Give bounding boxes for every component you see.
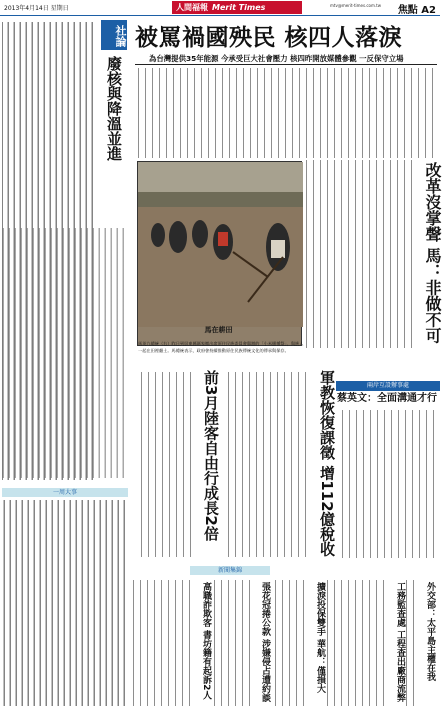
news-text-3 [270, 580, 308, 706]
logo-name: 人間福報 [176, 3, 208, 12]
reform-headline: 改革沒掌聲 馬：非做不可 [423, 162, 442, 344]
news-headline-2: 擴淚投保雙手 華航：僅損大 [315, 582, 325, 694]
tsai-story-text [338, 410, 438, 558]
editorial-tag: 社論 [101, 20, 127, 50]
news-text-4 [326, 580, 388, 706]
farming-photo [137, 161, 302, 346]
logo-subtitle: Merit Times [212, 3, 266, 12]
week-events-tag: 一周大事 [2, 488, 128, 497]
right-story-text [306, 160, 416, 348]
news-roundup-tag: 新聞集錦 [190, 566, 270, 575]
news-headline-5: 工務監查處 工程查出廠商流弊 [395, 582, 405, 703]
main-subhead: 為台灣提供35年能源 今承受巨大社會壓力 核四昨開放媒體參觀 一反保守立場 [149, 54, 404, 63]
military-headline: 軍教恢復課徵 增112億稅收 [318, 370, 336, 557]
masthead [0, 0, 440, 16]
news-headline-4: 高職詐欺客 書坊籍有起訴2人 [201, 582, 211, 700]
main-headline: 被罵禍國殃民 核四人落淚 [135, 25, 403, 51]
contact-url: mtv@merit-times.com.tw [330, 3, 382, 8]
news-headline-3: 張花冠捲公款 涉嫌侵占遭約談 [260, 582, 270, 703]
tsai-tag: 兩岸互設辦事處 [336, 381, 440, 391]
newspaper-logo [172, 1, 302, 14]
section-page: 焦點 A2 [397, 5, 436, 16]
tsai-headline: 蔡英文：全面溝通才行 [337, 393, 437, 404]
tourism-story-text [137, 372, 195, 557]
news-text-2 [212, 580, 254, 706]
news-text-1 [130, 580, 194, 706]
photo-caption-title: 馬在耕田 [204, 326, 233, 334]
photo-caption: 馬英九總統（右）昨日到屏東縣瑪家鄉出席原住民族委員會舉辦的「小米播種祭」，與族人一起在田裡翻土。馬總統表示，政府會持續推動原住民族傳統文化的傳承與保存。 [138, 341, 304, 353]
week-events-text [2, 500, 128, 706]
tourism-headline: 前3月陸客自由行成長2倍 [202, 370, 220, 541]
editorial-headline: 廢核與降溫並進 [105, 56, 123, 161]
main-story-text [137, 68, 437, 158]
news-text-5 [406, 580, 418, 706]
editorial-text [2, 228, 127, 478]
military-story-text [222, 372, 310, 557]
headline-rule [135, 64, 437, 65]
news-headline-6: 外交部：太平島主權在我 [425, 582, 435, 681]
issue-date: 2013年4月14日 星期日 [4, 5, 69, 12]
